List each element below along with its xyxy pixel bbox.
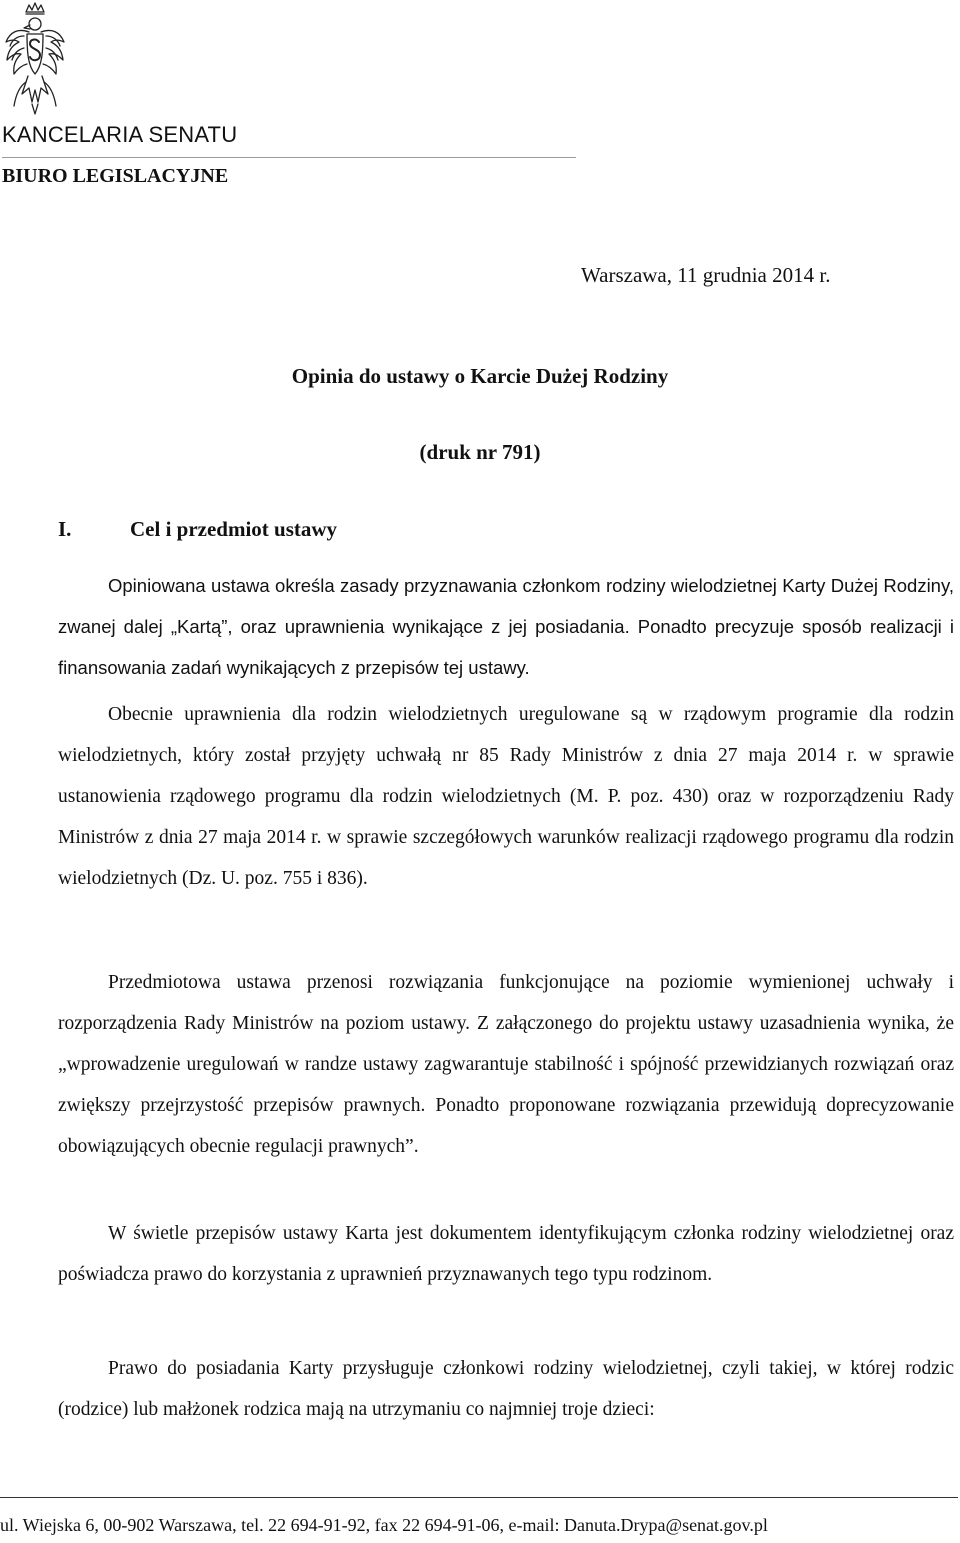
section-heading (58, 517, 337, 542)
paragraph-2: Obecnie uprawnienia dla rodzin wielodzietnych uregulowane są w rządowym programie dla rodzin wielodzietnych, który został przyjęty uchwałą nr 85 Rady Ministrów z dnia 27 maja 2014 r. w sprawie ustanowienia rządowego programu dla rodzin wielodzietnych (M. P. poz. 430) oraz w rozporządzeniu Rady Ministrów z dnia 27 maja 2014 r. w sprawie szczegółowych warunków realizacji rządowego programu dla rodzin wielodzietnych (Dz. U. poz. 755 i 836). (58, 704, 954, 889)
document-title: Opinia do ustawy o Karcie Dużej Rodziny (291, 364, 669, 388)
organization-name: KANCELARIA SENATU (2, 122, 238, 147)
paragraph-5: Prawo do posiadania Karty przysługuje członkowi rodziny wielodzietnej, czyli takiej, w której rodzic (rodzice) lub małżonek rodzica mają na utrzymaniu co najmniej troje dzieci: (58, 1358, 954, 1420)
footer-contact: ul. Wiejska 6, 00-902 Warszawa, tel. 22 694-91-92, fax 22 694-91-06, e-mail: Danuta.Drypa@senat.gov.pl (0, 1515, 768, 1535)
section-title: Cel i przedmiot ustawy (130, 517, 338, 541)
header-divider (2, 157, 576, 158)
paragraph-1: Opiniowana ustawa określa zasady przyznawania członkom rodziny wielodzietnej Karty Dużej Rodziny, zwanej dalej „Kartą”, oraz uprawnienia wynikające z jej posiadania. Ponadto precyzuje sposób realizacji i finansowania zadań wynikających z przepisów tej ustawy. (58, 575, 954, 678)
section-number: I. (58, 517, 72, 541)
department-name: BIURO LEGISLACYJNE (2, 165, 229, 187)
paragraph-4: W świetle przepisów ustawy Karta jest dokumentem identyfikującym członka rodziny wielodzietnej oraz poświadcza prawo do korzystania z uprawnień przyznawanych tego typu rodzinom. (58, 1223, 954, 1285)
paragraph-3: Przedmiotowa ustawa przenosi rozwiązania funkcjonujące na poziomie wymienionej uchwały i rozporządzenia Rady Ministrów na poziom ustawy. Z załączonego do projektu ustawy uzasadnienia wynika, że „wprowadzenie uregulowań w randze ustawy zagwarantuje stabilność i spójność przewidzianych rozwiązań oraz zwiększy przejrzystość przepisów prawnych. Ponadto proponowane rozwiązania przewidują doprecyzowanie obowiązujących obecnie regulacji prawnych”. (58, 972, 954, 1157)
senate-eagle-emblem-icon (2, 2, 68, 118)
footer-divider (0, 1497, 958, 1498)
document-subtitle: (druk nr 791) (419, 440, 541, 464)
document-date: Warszawa, 11 grudnia 2014 r. (581, 263, 831, 287)
